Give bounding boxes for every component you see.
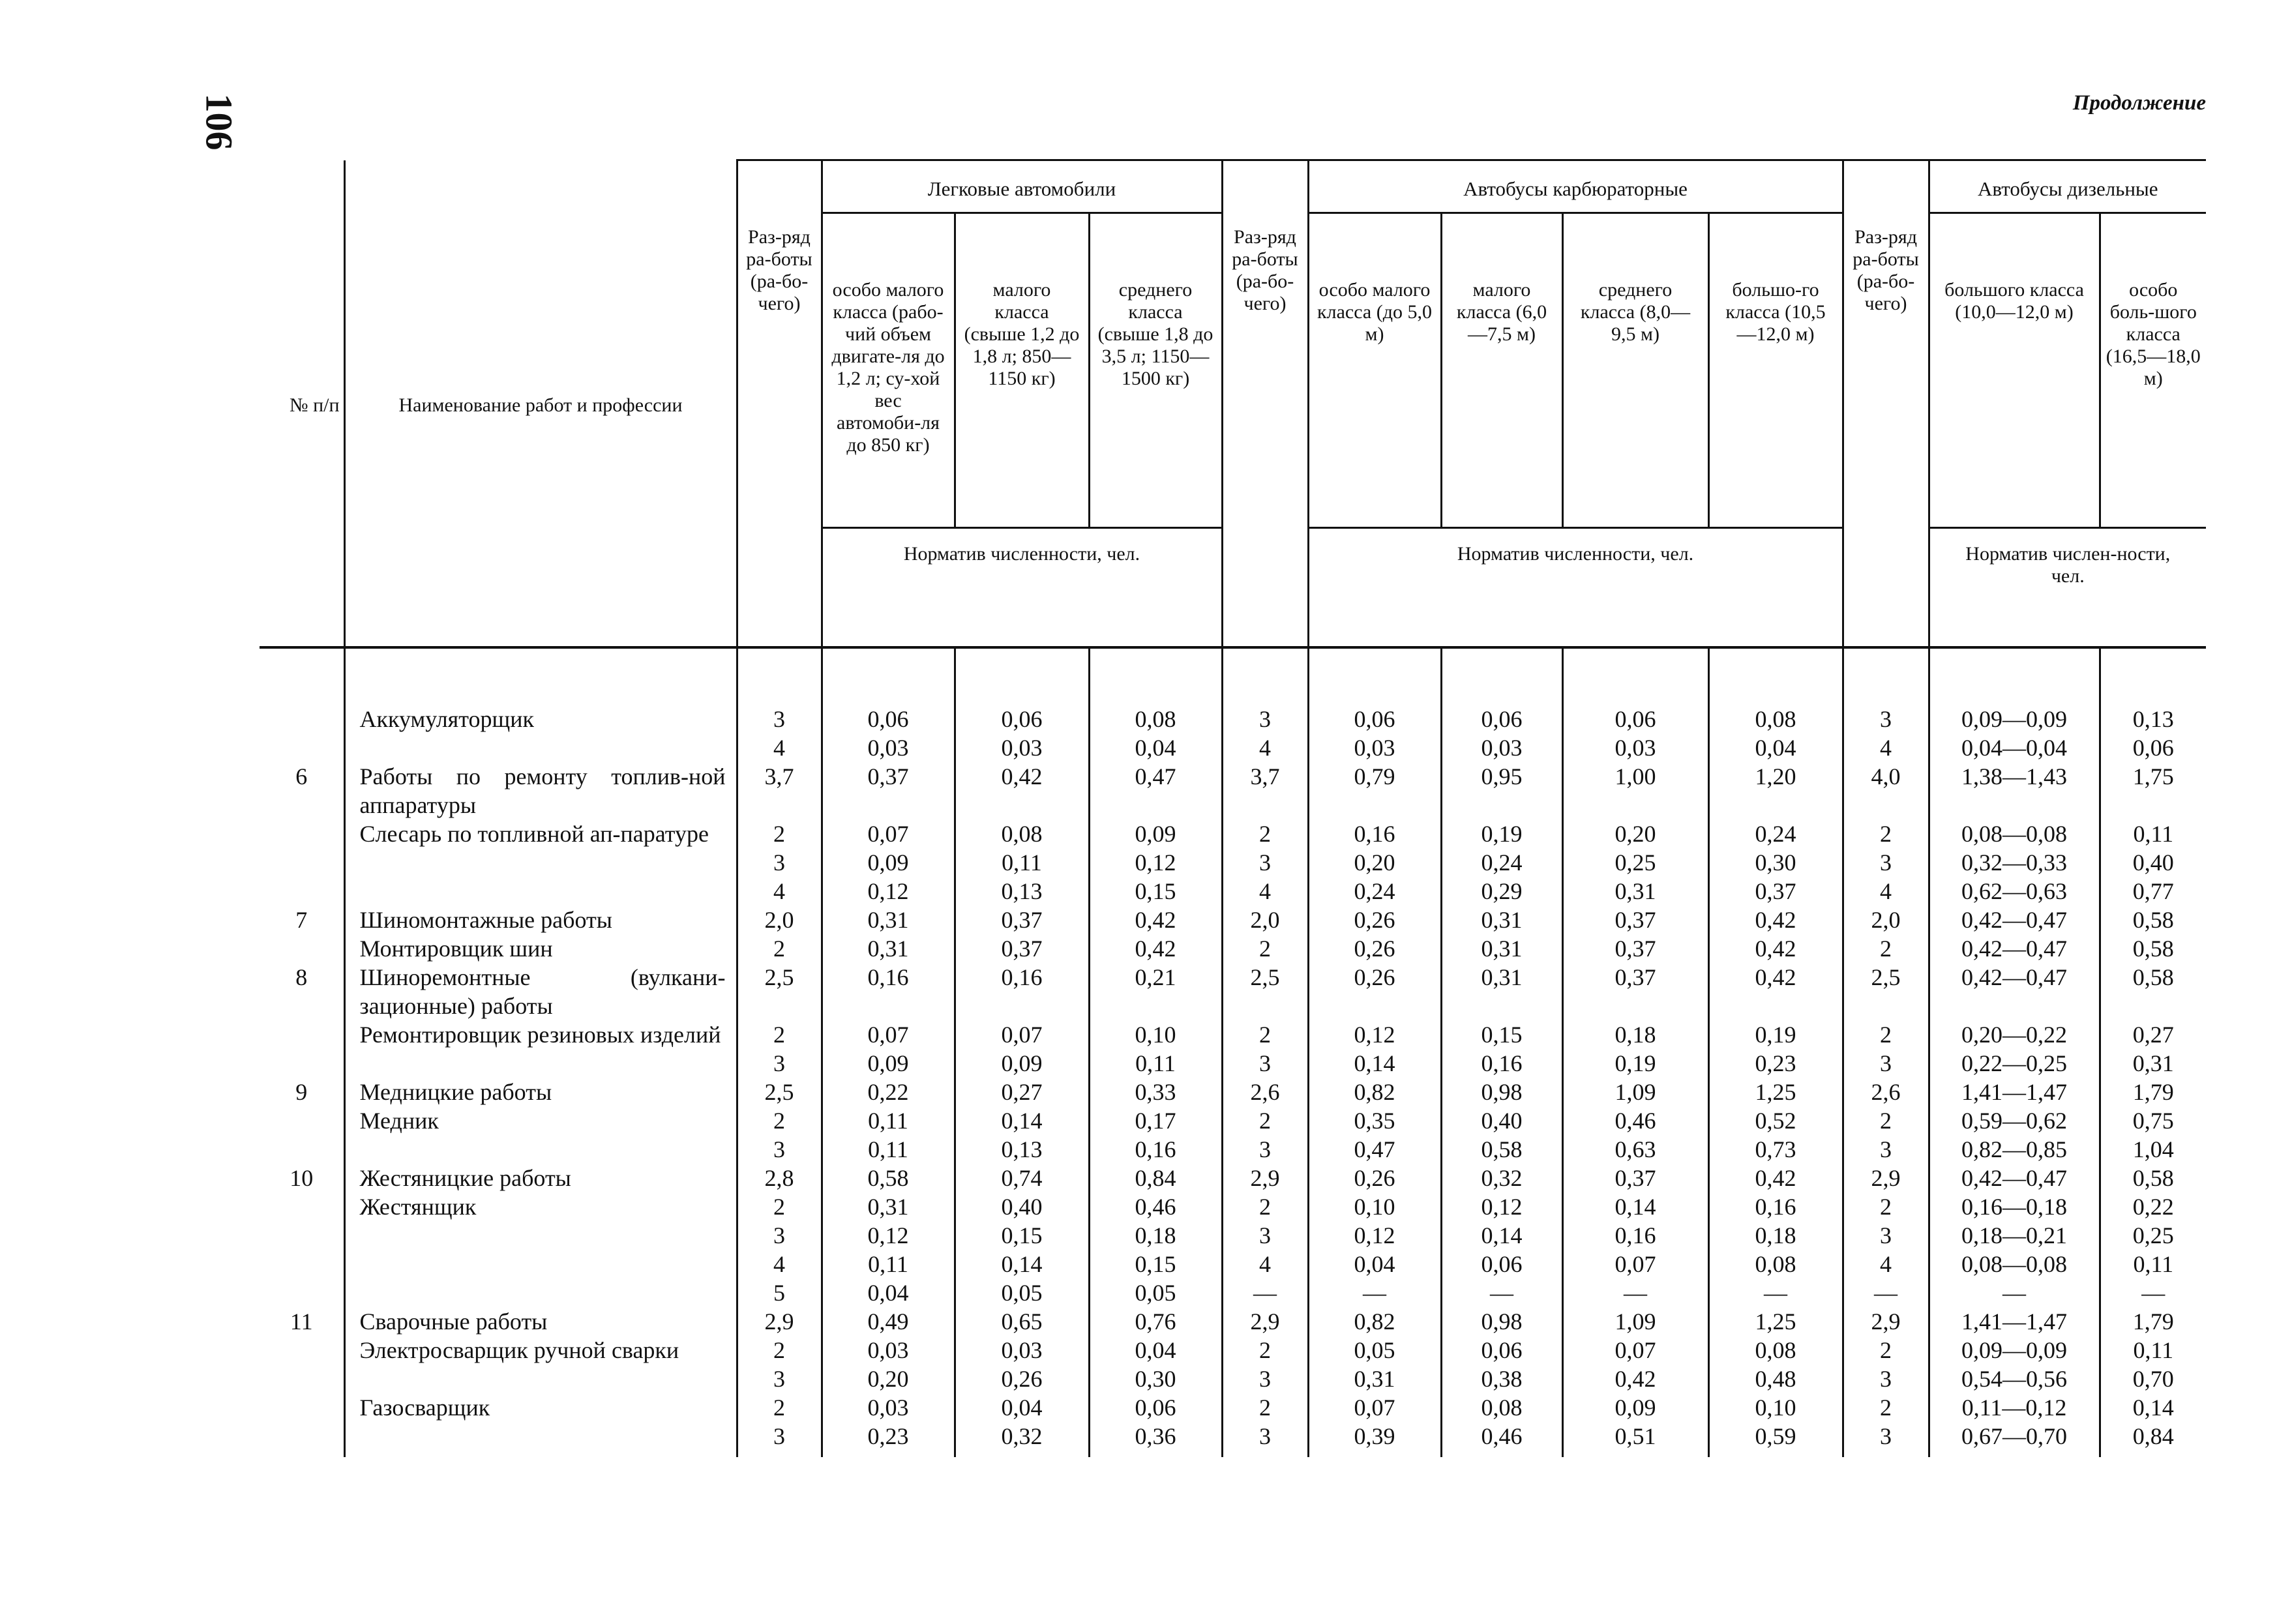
- table-body: [260, 647, 2206, 1457]
- header-car-medium: среднего класса (свыше 1,8 до 3,5 л; 1150—1500 кг): [1089, 213, 1222, 528]
- row-number: 10: [260, 1164, 344, 1192]
- grade-bus-diesel: 2 3 4 —: [1843, 1192, 1929, 1307]
- bus-carb-medium: 0,37: [1562, 906, 1708, 934]
- car-medium: 0,04 0,30: [1089, 1336, 1222, 1393]
- grade-bus-diesel: 2 3: [1843, 1393, 1929, 1457]
- header-bus-carb-medium: среднего класса (8,0—9,5 м): [1562, 213, 1708, 528]
- bus-carb-small: 0,06 0,03: [1441, 705, 1562, 762]
- bus-carb-large: 0,16 0,18 0,08 —: [1708, 1192, 1843, 1307]
- row-number: [260, 1393, 344, 1457]
- bus-diesel-extra-large: 0,58: [2100, 1164, 2206, 1192]
- car-medium: 0,06 0,36: [1089, 1393, 1222, 1457]
- bus-carb-extra-small: 0,82: [1308, 1078, 1441, 1106]
- grade-bus-diesel: 2,5: [1843, 963, 1929, 1020]
- row-name: Жестяницкие работы: [344, 1164, 737, 1192]
- bus-carb-extra-small: 0,82: [1308, 1307, 1441, 1336]
- row-name: Электросварщик ручной сварки: [344, 1336, 737, 1393]
- norm-label-cars: Норматив численности, чел.: [822, 528, 1222, 648]
- bus-carb-small: 0,32: [1441, 1164, 1562, 1192]
- bus-carb-extra-small: 0,35 0,47: [1308, 1106, 1441, 1164]
- car-extra-small: 0,16: [822, 963, 955, 1020]
- row-name: Ремонтировщик резиновых изделий: [344, 1020, 737, 1078]
- grade-cars: 2,9: [737, 1307, 822, 1336]
- car-small: 0,74: [955, 1164, 1089, 1192]
- header-bus-carb-large: большо-го класса (10,5—12,0 м): [1708, 213, 1843, 528]
- car-extra-small: 0,03 0,23: [822, 1393, 955, 1457]
- grade-bus-carb: 2 3: [1222, 1106, 1308, 1164]
- bus-carb-medium: 0,06 0,03: [1562, 705, 1708, 762]
- header-grade-bus-diesel: Раз-ряд ра-боты (ра-бо-чего): [1843, 160, 1929, 648]
- grade-cars: 2,5: [737, 963, 822, 1020]
- row-number: [260, 1336, 344, 1393]
- bus-carb-small: 0,08 0,46: [1441, 1393, 1562, 1457]
- grade-cars: 2 3: [737, 1393, 822, 1457]
- bus-diesel-extra-large: 0,58: [2100, 963, 2206, 1020]
- grade-bus-diesel: 2,0: [1843, 906, 1929, 934]
- row-name: Монтировщик шин: [344, 934, 737, 963]
- bus-diesel-large: 1,41—1,47: [1929, 1307, 2100, 1336]
- bus-diesel-extra-large: 1,79: [2100, 1307, 2206, 1336]
- group-cars: Легковые автомобили: [822, 160, 1222, 213]
- car-extra-small: 0,07 0,09 0,12: [822, 819, 955, 906]
- bus-diesel-extra-large: 0,58: [2100, 934, 2206, 963]
- bus-carb-large: 0,08 0,04: [1708, 705, 1843, 762]
- page-number: 106: [198, 93, 241, 151]
- header-car-small: малого класса (свыше 1,2 до 1,8 л; 850—1150 кг): [955, 213, 1089, 528]
- bus-carb-large: 0,08 0,48: [1708, 1336, 1843, 1393]
- continuation-label: Продолжение: [2072, 91, 2206, 115]
- car-small: 0,07 0,09: [955, 1020, 1089, 1078]
- bus-carb-large: 1,25: [1708, 1307, 1843, 1336]
- grade-bus-carb: 2 3 4: [1222, 819, 1308, 906]
- car-extra-small: 0,58: [822, 1164, 955, 1192]
- row-name: Медник: [344, 1106, 737, 1164]
- bus-carb-extra-small: 0,07 0,39: [1308, 1393, 1441, 1457]
- bus-carb-extra-small: 0,06 0,03: [1308, 705, 1441, 762]
- table-row: [260, 762, 2206, 819]
- grade-cars: 2,5: [737, 1078, 822, 1106]
- bus-carb-small: 0,19 0,24 0,29: [1441, 819, 1562, 906]
- grade-bus-diesel: 2: [1843, 934, 1929, 963]
- bus-diesel-large: 0,59—0,62 0,82—0,85: [1929, 1106, 2100, 1164]
- bus-diesel-large: 0,20—0,22 0,22—0,25: [1929, 1020, 2100, 1078]
- bus-diesel-extra-large: 0,27 0,31: [2100, 1020, 2206, 1078]
- grade-bus-carb: 2,9: [1222, 1164, 1308, 1192]
- bus-carb-small: 0,40 0,58: [1441, 1106, 1562, 1164]
- bus-carb-extra-small: 0,26: [1308, 1164, 1441, 1192]
- bus-diesel-large: 0,11—0,12 0,67—0,70: [1929, 1393, 2100, 1457]
- grade-bus-diesel: 2,6: [1843, 1078, 1929, 1106]
- row-number: [260, 1020, 344, 1078]
- group-bus-diesel: Автобусы дизельные: [1929, 160, 2206, 213]
- grade-cars: 2,0: [737, 906, 822, 934]
- car-medium: 0,17 0,16: [1089, 1106, 1222, 1164]
- car-small: 0,40 0,15 0,14 0,05: [955, 1192, 1089, 1307]
- car-small: 0,65: [955, 1307, 1089, 1336]
- table-row: [260, 1192, 2206, 1307]
- bus-carb-small: 0,98: [1441, 1307, 1562, 1336]
- car-extra-small: 0,31: [822, 934, 955, 963]
- norm-label-bus-carb: Норматив численности, чел.: [1308, 528, 1843, 648]
- bus-diesel-extra-large: 0,58: [2100, 906, 2206, 934]
- car-extra-small: 0,03 0,20: [822, 1336, 955, 1393]
- bus-carb-small: 0,31: [1441, 906, 1562, 934]
- header-name: Наименование работ и профессии: [344, 160, 737, 648]
- grade-cars: 2: [737, 934, 822, 963]
- car-extra-small: 0,49: [822, 1307, 955, 1336]
- table-row: [260, 1078, 2206, 1106]
- row-name: Аккумуляторщик: [344, 705, 737, 762]
- bus-carb-medium: 0,14 0,16 0,07 —: [1562, 1192, 1708, 1307]
- bus-carb-medium: 1,09: [1562, 1078, 1708, 1106]
- car-medium: 0,42: [1089, 906, 1222, 934]
- car-small: 0,08 0,11 0,13: [955, 819, 1089, 906]
- row-name: Сварочные работы: [344, 1307, 737, 1336]
- bus-diesel-extra-large: 0,75 1,04: [2100, 1106, 2206, 1164]
- car-medium: 0,46 0,18 0,15 0,05: [1089, 1192, 1222, 1307]
- car-small: 0,37: [955, 906, 1089, 934]
- grade-cars: 3,7: [737, 762, 822, 819]
- table-row: [260, 1020, 2206, 1078]
- bus-diesel-extra-large: 0,11 0,70: [2100, 1336, 2206, 1393]
- grade-bus-carb: 2 3: [1222, 1020, 1308, 1078]
- bus-diesel-extra-large: 1,79: [2100, 1078, 2206, 1106]
- header-num: № п/п: [260, 160, 344, 648]
- row-name: Медницкие работы: [344, 1078, 737, 1106]
- grade-bus-diesel: 2 3: [1843, 1020, 1929, 1078]
- row-name: Газосварщик: [344, 1393, 737, 1457]
- car-small: 0,03 0,26: [955, 1336, 1089, 1393]
- car-extra-small: 0,37: [822, 762, 955, 819]
- table-row: [260, 705, 2206, 762]
- bus-carb-medium: 0,46 0,63: [1562, 1106, 1708, 1164]
- bus-diesel-large: 0,42—0,47: [1929, 934, 2100, 963]
- car-medium: 0,47: [1089, 762, 1222, 819]
- car-small: 0,37: [955, 934, 1089, 963]
- bus-diesel-large: 0,16—0,18 0,18—0,21 0,08—0,08 —: [1929, 1192, 2100, 1307]
- bus-diesel-extra-large: 0,11 0,40 0,77: [2100, 819, 2206, 906]
- bus-carb-extra-small: 0,26: [1308, 934, 1441, 963]
- grade-bus-diesel: 2 3: [1843, 1336, 1929, 1393]
- header-grade-bus-carb: Раз-ряд ра-боты (ра-бо-чего): [1222, 160, 1308, 648]
- bus-carb-extra-small: 0,05 0,31: [1308, 1336, 1441, 1393]
- bus-diesel-large: 1,41—1,47: [1929, 1078, 2100, 1106]
- bus-carb-small: 0,31: [1441, 934, 1562, 963]
- bus-carb-small: 0,15 0,16: [1441, 1020, 1562, 1078]
- car-medium: 0,09 0,12 0,15: [1089, 819, 1222, 906]
- bus-carb-extra-small: 0,16 0,20 0,24: [1308, 819, 1441, 906]
- table-row: [260, 1106, 2206, 1164]
- bus-carb-extra-small: 0,10 0,12 0,04 —: [1308, 1192, 1441, 1307]
- table-row: [260, 1393, 2206, 1457]
- bus-carb-large: 1,20: [1708, 762, 1843, 819]
- table-row: [260, 1336, 2206, 1393]
- grade-bus-diesel: 2 3 4: [1843, 819, 1929, 906]
- bus-diesel-extra-large: 1,75: [2100, 762, 2206, 819]
- row-number: 6: [260, 762, 344, 819]
- bus-diesel-extra-large: 0,13 0,06: [2100, 705, 2206, 762]
- grade-bus-carb: 2,5: [1222, 963, 1308, 1020]
- bus-diesel-large: 0,42—0,47: [1929, 1164, 2100, 1192]
- car-extra-small: 0,06 0,03: [822, 705, 955, 762]
- grade-bus-carb: 3 4: [1222, 705, 1308, 762]
- row-name: Шиномонтажные работы: [344, 906, 737, 934]
- grade-bus-diesel: 4,0: [1843, 762, 1929, 819]
- grade-bus-carb: 3,7: [1222, 762, 1308, 819]
- row-number: [260, 934, 344, 963]
- header-bus-diesel-large: большого класса (10,0—12,0 м): [1929, 213, 2100, 528]
- bus-diesel-extra-large: 0,22 0,25 0,11 —: [2100, 1192, 2206, 1307]
- bus-carb-large: 0,42: [1708, 906, 1843, 934]
- row-name: Жестянщик: [344, 1192, 737, 1307]
- car-medium: 0,08 0,04: [1089, 705, 1222, 762]
- grade-bus-carb: 2 3 4 —: [1222, 1192, 1308, 1307]
- bus-carb-small: 0,31: [1441, 963, 1562, 1020]
- bus-carb-small: 0,98: [1441, 1078, 1562, 1106]
- bus-diesel-large: 0,42—0,47: [1929, 906, 2100, 934]
- bus-diesel-extra-large: 0,14 0,84: [2100, 1393, 2206, 1457]
- table-row: [260, 819, 2206, 906]
- bus-carb-extra-small: 0,26: [1308, 963, 1441, 1020]
- grade-bus-carb: 2 3: [1222, 1393, 1308, 1457]
- car-extra-small: 0,31: [822, 906, 955, 934]
- car-small: 0,06 0,03: [955, 705, 1089, 762]
- norm-label-bus-diesel: Норматив числен-ности, чел.: [1929, 528, 2206, 648]
- header-car-extra-small: особо малого класса (рабо-чий объем двигате-ля до 1,2 л; су-хой вес автомоби-ля до 850 кг): [822, 213, 955, 528]
- group-bus-carb: Автобусы карбюраторные: [1308, 160, 1843, 213]
- bus-carb-large: 0,42: [1708, 1164, 1843, 1192]
- table-row: [260, 934, 2206, 963]
- bus-carb-medium: 0,37: [1562, 934, 1708, 963]
- bus-carb-medium: 0,20 0,25 0,31: [1562, 819, 1708, 906]
- grade-bus-diesel: 2 3: [1843, 1106, 1929, 1164]
- header-grade-cars: Раз-ряд ра-боты (ра-бо-чего): [737, 160, 822, 648]
- row-number: [260, 819, 344, 906]
- table-row: [260, 1164, 2206, 1192]
- row-name: Шиноремонтные (вулкани-зационные) работы: [344, 963, 737, 1020]
- car-extra-small: 0,07 0,09: [822, 1020, 955, 1078]
- bus-carb-large: 0,24 0,30 0,37: [1708, 819, 1843, 906]
- car-extra-small: 0,11 0,11: [822, 1106, 955, 1164]
- grade-bus-carb: 2,9: [1222, 1307, 1308, 1336]
- bus-carb-medium: 0,18 0,19: [1562, 1020, 1708, 1078]
- bus-carb-large: 0,10 0,59: [1708, 1393, 1843, 1457]
- bus-carb-medium: 1,09: [1562, 1307, 1708, 1336]
- bus-diesel-large: 0,08—0,08 0,32—0,33 0,62—0,63: [1929, 819, 2100, 906]
- grade-bus-diesel: 2,9: [1843, 1164, 1929, 1192]
- car-medium: 0,84: [1089, 1164, 1222, 1192]
- bus-carb-extra-small: 0,79: [1308, 762, 1441, 819]
- row-number: 11: [260, 1307, 344, 1336]
- grade-bus-carb: 2: [1222, 934, 1308, 963]
- row-number: 9: [260, 1078, 344, 1106]
- grade-cars: 2 3: [737, 1336, 822, 1393]
- header-bus-carb-small: малого класса (6,0—7,5 м): [1441, 213, 1562, 528]
- bus-carb-medium: 1,00: [1562, 762, 1708, 819]
- row-number: [260, 1106, 344, 1164]
- bus-carb-extra-small: 0,26: [1308, 906, 1441, 934]
- row-name: Слесарь по топливной ап-паратуре: [344, 819, 737, 906]
- grade-cars: 3 4: [737, 705, 822, 762]
- car-small: 0,14 0,13: [955, 1106, 1089, 1164]
- bus-carb-small: 0,95: [1441, 762, 1562, 819]
- car-small: 0,04 0,32: [955, 1393, 1089, 1457]
- table-row: [260, 906, 2206, 934]
- car-medium: 0,21: [1089, 963, 1222, 1020]
- bus-carb-small: 0,12 0,14 0,06 —: [1441, 1192, 1562, 1307]
- grade-bus-carb: 2,0: [1222, 906, 1308, 934]
- bus-diesel-large: 0,09—0,09 0,54—0,56: [1929, 1336, 2100, 1393]
- bus-carb-medium: 0,07 0,42: [1562, 1336, 1708, 1393]
- table-row: [260, 1307, 2206, 1336]
- bus-carb-large: 0,19 0,23: [1708, 1020, 1843, 1078]
- bus-carb-medium: 0,09 0,51: [1562, 1393, 1708, 1457]
- grade-cars: 2 3 4: [737, 819, 822, 906]
- car-small: 0,16: [955, 963, 1089, 1020]
- bus-carb-large: 0,52 0,73: [1708, 1106, 1843, 1164]
- header-bus-diesel-extra-large: особо боль-шого класса (16,5—18,0 м): [2100, 213, 2206, 528]
- bus-carb-medium: 0,37: [1562, 963, 1708, 1020]
- car-small: 0,27: [955, 1078, 1089, 1106]
- car-extra-small: 0,22: [822, 1078, 955, 1106]
- bus-carb-small: 0,06 0,38: [1441, 1336, 1562, 1393]
- grade-bus-diesel: 2,9: [1843, 1307, 1929, 1336]
- grade-cars: 2,8: [737, 1164, 822, 1192]
- bus-carb-large: 0,42: [1708, 963, 1843, 1020]
- grade-bus-carb: 2 3: [1222, 1336, 1308, 1393]
- row-number: 7: [260, 906, 344, 934]
- table-row: [260, 963, 2206, 1020]
- row-number: [260, 1192, 344, 1307]
- car-extra-small: 0,31 0,12 0,11 0,04: [822, 1192, 955, 1307]
- grade-cars: 2 3: [737, 1106, 822, 1164]
- row-number: [260, 705, 344, 762]
- grade-bus-carb: 2,6: [1222, 1078, 1308, 1106]
- bus-carb-medium: 0,37: [1562, 1164, 1708, 1192]
- grade-cars: 2 3: [737, 1020, 822, 1078]
- car-medium: 0,76: [1089, 1307, 1222, 1336]
- bus-carb-extra-small: 0,12 0,14: [1308, 1020, 1441, 1078]
- bus-carb-large: 1,25: [1708, 1078, 1843, 1106]
- grade-cars: 2 3 4 5: [737, 1192, 822, 1307]
- grade-bus-diesel: 3 4: [1843, 705, 1929, 762]
- bus-diesel-large: 1,38—1,43: [1929, 762, 2100, 819]
- car-medium: 0,42: [1089, 934, 1222, 963]
- car-medium: 0,10 0,11: [1089, 1020, 1222, 1078]
- car-medium: 0,33: [1089, 1078, 1222, 1106]
- row-name: Работы по ремонту топлив-ной аппаратуры: [344, 762, 737, 819]
- bus-carb-large: 0,42: [1708, 934, 1843, 963]
- table-header: [260, 160, 2206, 648]
- header-bus-carb-extra-small: особо малого класса (до 5,0 м): [1308, 213, 1441, 528]
- bus-diesel-large: 0,09—0,09 0,04—0,04: [1929, 705, 2100, 762]
- bus-diesel-large: 0,42—0,47: [1929, 963, 2100, 1020]
- norms-table: [260, 159, 2206, 1457]
- car-small: 0,42: [955, 762, 1089, 819]
- row-number: 8: [260, 963, 344, 1020]
